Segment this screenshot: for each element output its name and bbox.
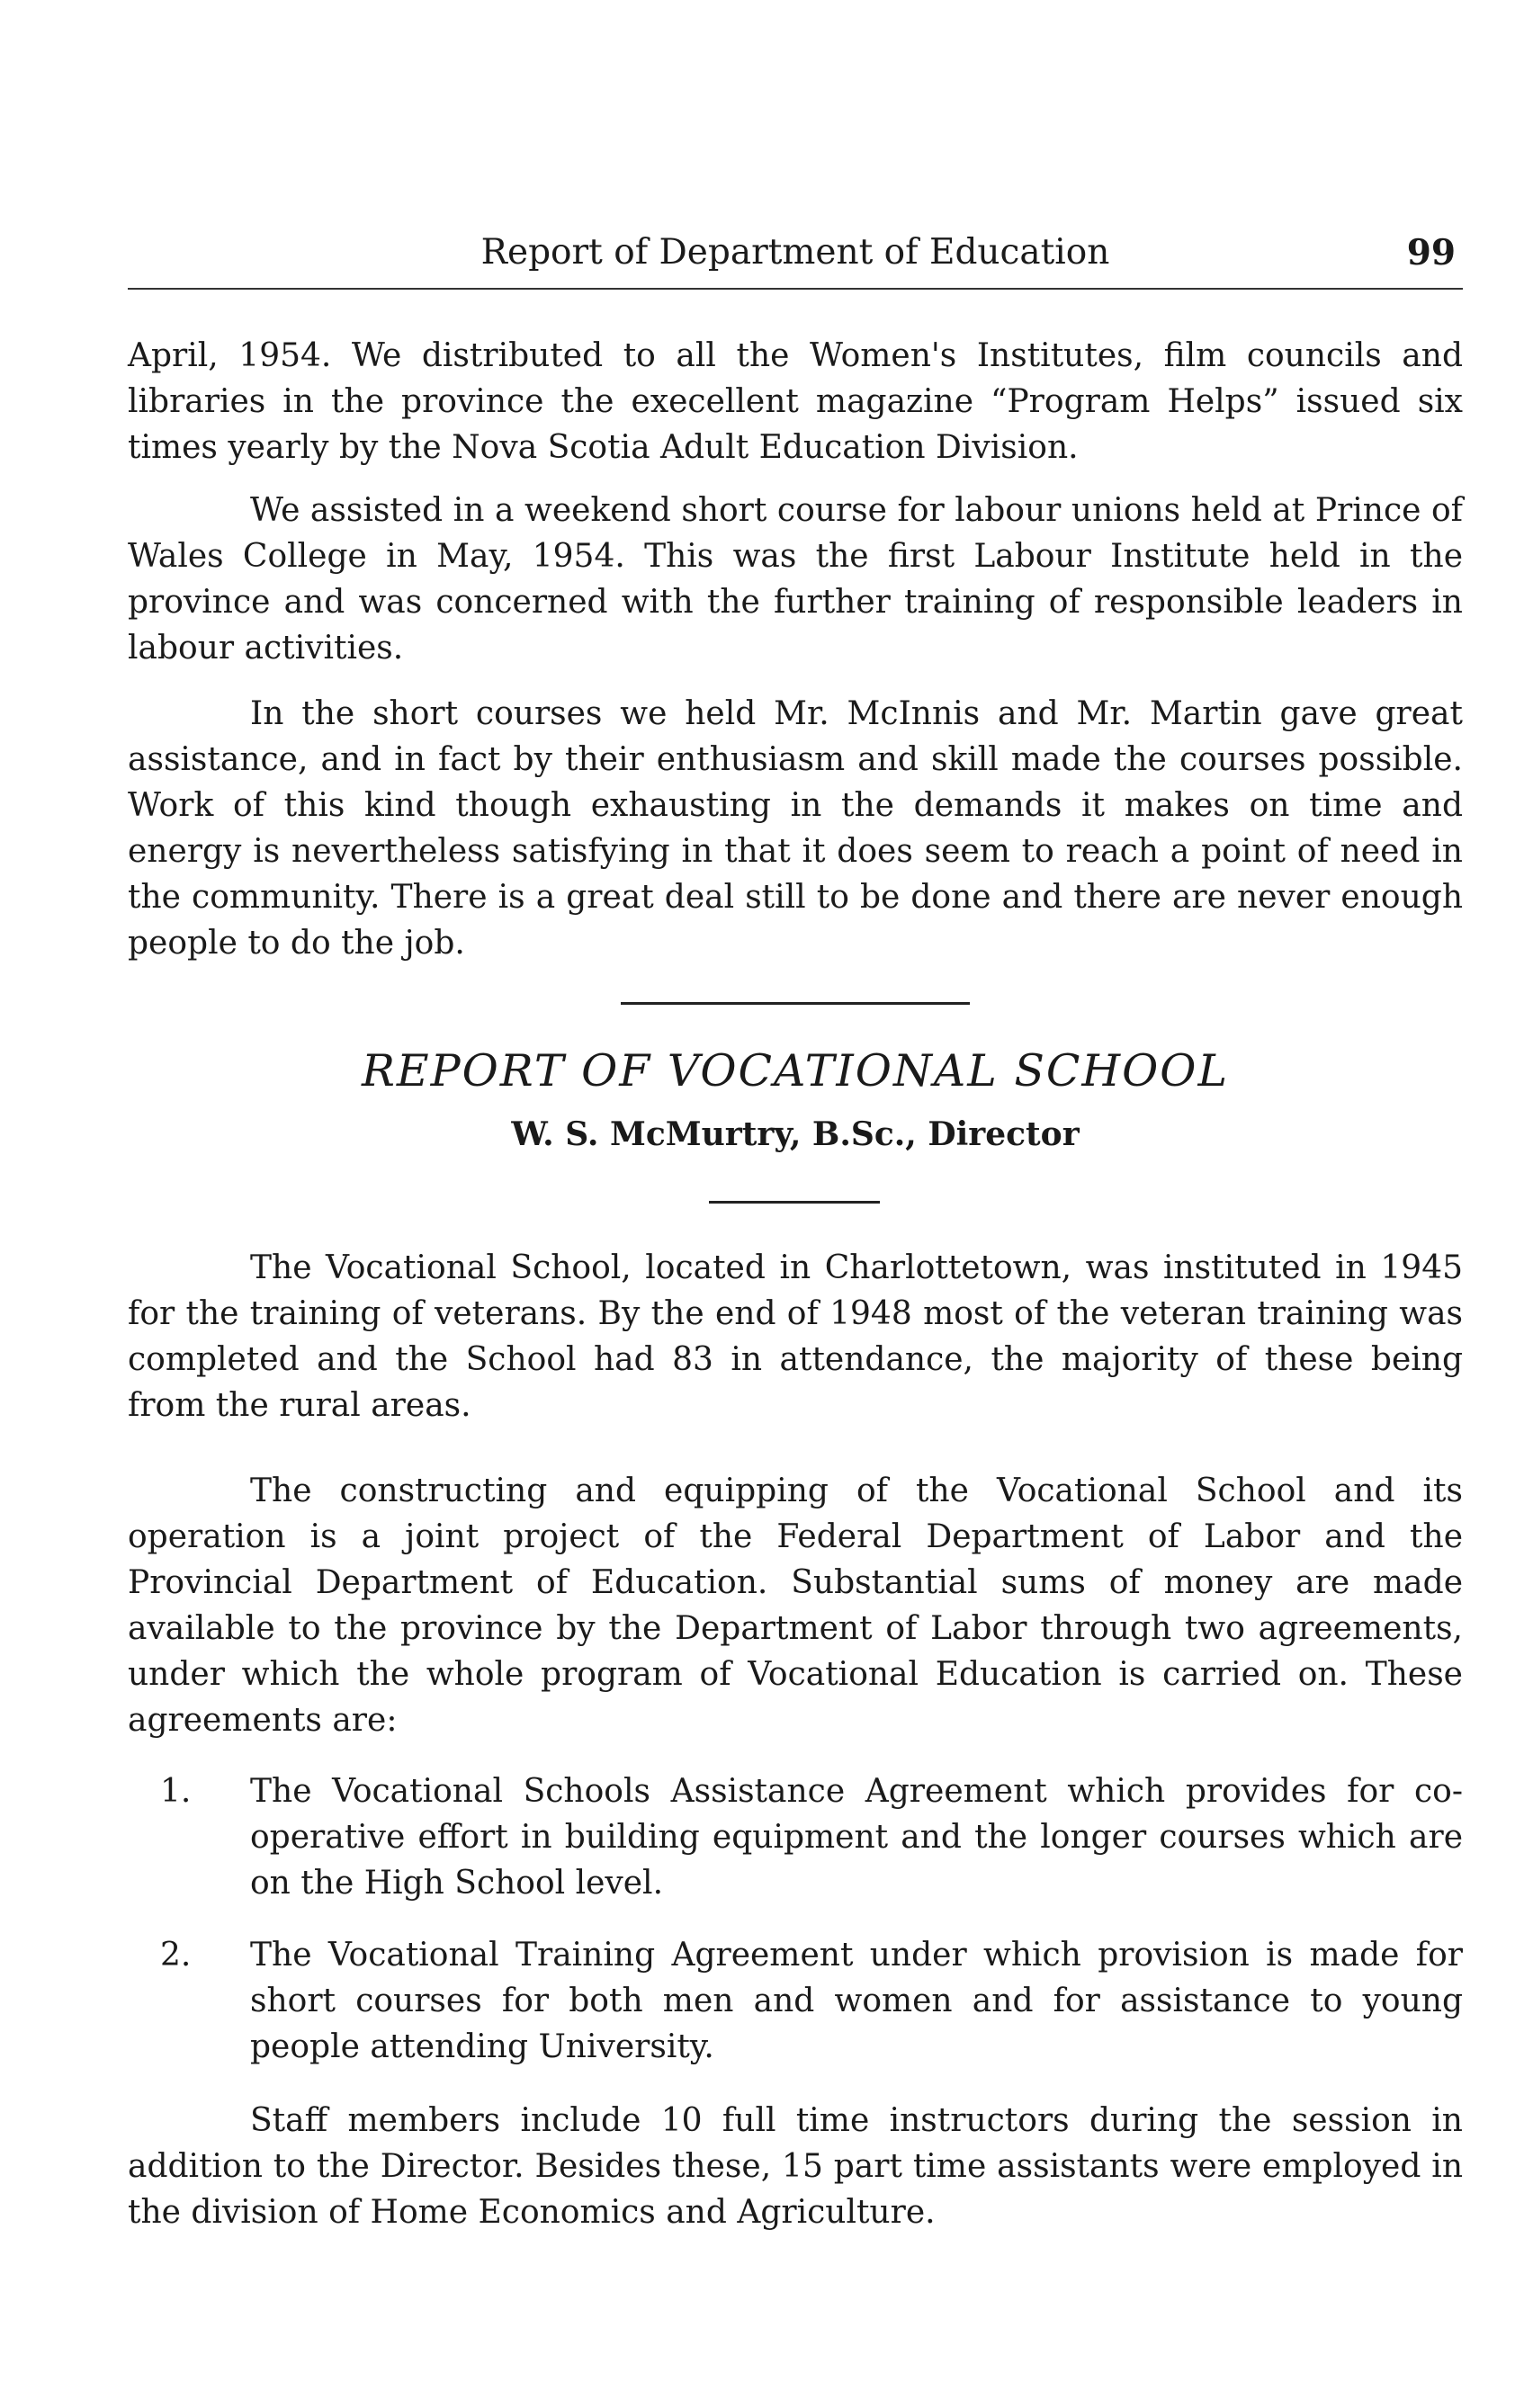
page-number: 99 (1406, 232, 1456, 273)
list-item-text: The Vocational Schools Assistance Agreement which provides for co-operative effort in building equipment and the longer courses which are on the High School level. (250, 1773, 1463, 1902)
paragraph-school-history: The Vocational School, located in Charlottetown, was instituted in 1945 for the training of veterans. By the end of 1948 most of the veteran training was completed and the School had 83 in attendance, the majority of these being from the rural areas. (128, 1249, 1463, 1424)
section-title: REPORT OF VOCATIONAL SCHOOL (362, 1045, 1229, 1097)
section-divider-top (621, 1002, 970, 1005)
list-item-number: 1. (160, 1773, 192, 1810)
running-header (128, 232, 1463, 286)
list-item-number: 2. (160, 1937, 192, 1974)
running-title: Report of Department of Education (480, 232, 1110, 273)
section-divider-bottom (709, 1201, 880, 1204)
paragraph-short-courses: In the short courses we held Mr. McInnis and Mr. Martin gave great assistance, and in fact by their enthusiasm and skill made the courses possible. Work of this kind though exhausting in the demands it makes on time and energy is nevertheless satisfying in that it does seem to reach a point of need in the community. There is a great deal still to be done and there are never enough people to do the job. (128, 695, 1463, 962)
paragraph-labour-course: We assisted in a weekend short course for labour unions held at Prince of Wales College in May, 1954. This was the first Labour Institute held in the province and was concerned with the further training of responsible leaders in labour activities. (128, 492, 1463, 667)
paragraph-staff: Staff members include 10 full time instructors during the session in addition to the Director. Besides these, 15 part time assistants were employed in the division of Home Economics and Agriculture. (128, 2102, 1463, 2231)
header-rule (128, 288, 1463, 290)
section-author: W. S. McMurtry, B.Sc., Director (511, 1115, 1080, 1153)
list-item-text: The Vocational Training Agreement under which provision is made for short courses for both men and women and for assistance to young people attending University. (250, 1937, 1463, 2065)
paragraph-continuation: April, 1954. We distributed to all the Women's Institutes, film councils and libraries in the province the execellent magazine “Program Helps” issued six times yearly by the Nova Scotia Adult Education Division. (128, 337, 1463, 466)
paragraph-joint-project: The constructing and equipping of the Vocational School and its operation is a joint project of the Federal Department of Labor and the Provincial Department of Education. Substantial sums of money are made available to the province by the Department of Labor through two agreements, under which the whole program of Vocational Education is carried on. These agreements are: (128, 1473, 1463, 1739)
